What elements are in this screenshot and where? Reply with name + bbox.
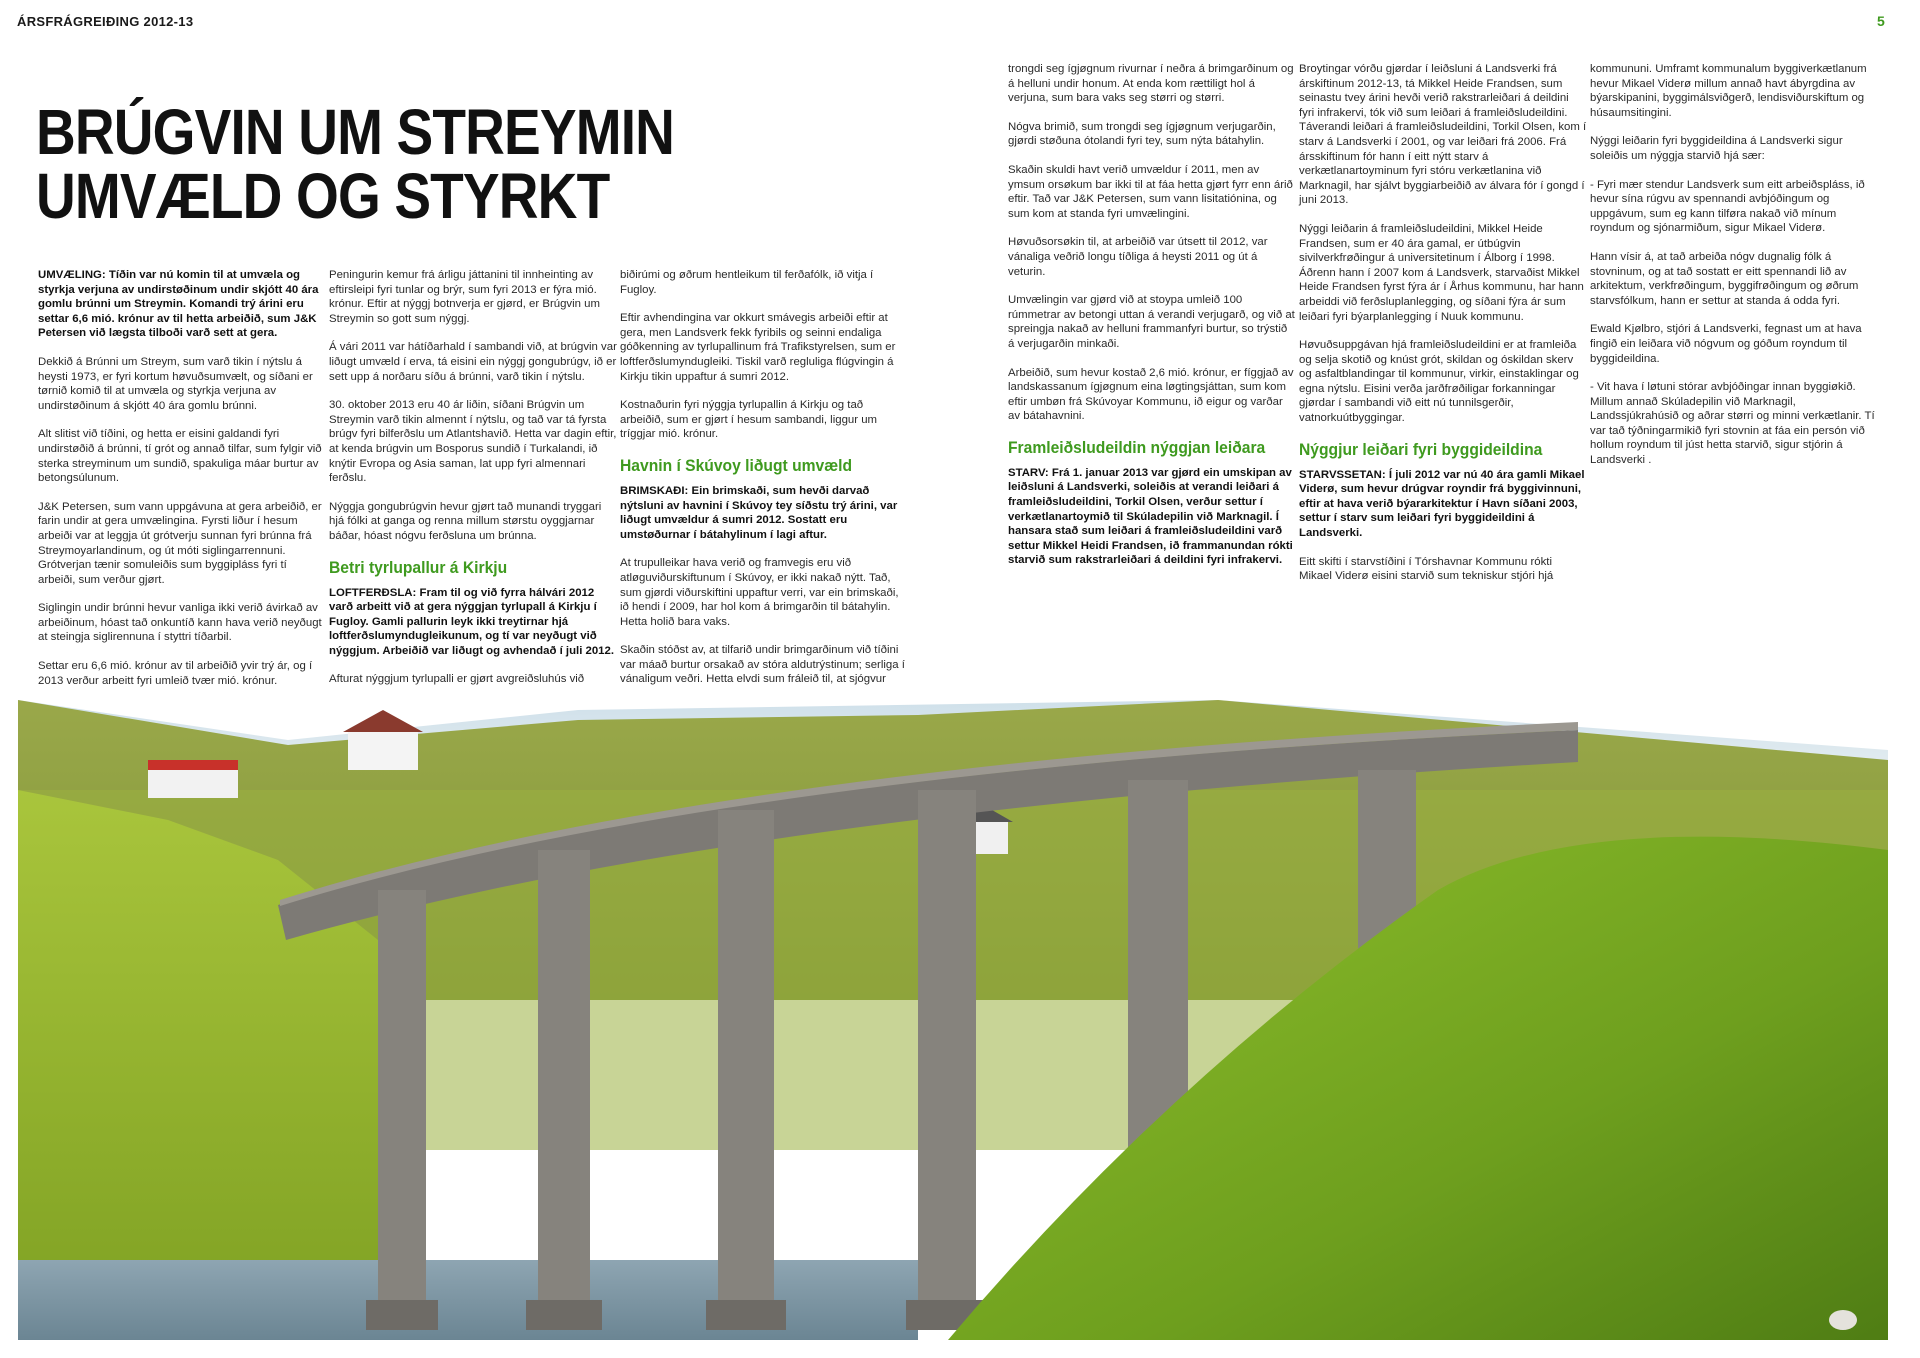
bridge-photo: [18, 700, 1888, 1340]
body-paragraph: Umvælingin var gjørd við at stoypa umleið 100 rúmmetrar av betongi uttan á verandi verjugarð, og við at spreingja nakað av helluni frammanfyri burtur, so trýstið á verjugarðin minkaði.: [1008, 294, 1295, 350]
report-title: ÁRSFRÁGREIÐING 2012-13: [17, 14, 194, 29]
body-paragraph: Afturat nýggjum tyrlupalli er gjørt avgreiðsluhús við: [329, 673, 585, 686]
lead-paragraph: STARVSSETAN: Í juli 2012 var nú 40 ára gamli Mikael Viderø, sum hevur drúgvar royndir frá byggivinnuni, eftir at hava verið býararkitektur í Havn síðani 2003, settur í starv sum leiðari fyri byggideildini á Landsverki.: [1299, 468, 1585, 540]
body-paragraph: kommununi. Umframt kommunalum byggiverkætlanum hevur Mikael Viderø millum annað havt ábyrgdina av býarskipanini, byggimálsviðgerð, lendisviðurskiftum og húsaumsitingini.: [1590, 63, 1867, 119]
text-column-4: [1008, 62, 1296, 582]
body-paragraph: Broytingar vórðu gjørdar í leiðsluni á Landsverki frá árskiftinum 2012-13, tá Mikkel Heide Frandsen, sum seinastu tvey árini hevði verið rakstrarleiðari á deildini fyri infrakervi, tók við sum leiðari á framleiðsludeildini. Táverandi leiðari á framleiðsludeildini, Torkil Olsen, kom í starv á Landsverki í 2001, og var leiðari frá 2006. Frá ársskiftinum fór hann í eitt nýtt starv á verkætlanartoyminum fyri stóru verkætlanina við Marknagil, har sjálvt byggiarbeiðið av álvara fór í gongd í juni 2013.: [1299, 63, 1587, 207]
body-paragraph: Eitt skifti í starvstíðini í Tórshavnar Kommunu rókti Mikael Viderø eisini starvið sum tekniskur stjóri hjá: [1299, 555, 1554, 583]
section-heading: Betri tyrlupallur á Kirkju: [329, 557, 508, 577]
section-heading: Havnin í Skúvoy liðugt umvæld: [620, 455, 853, 475]
lead-paragraph: BRIMSKAÐI: Ein brimskaði, sum hevði darvað nýtsluni av havnini í Skúvoy tey síðstu trý árini, var liðugt umvældur á sumri 2012. Sostatt eru umstøðurnar í bátahylinum í lagi aftur.: [620, 484, 898, 541]
body-paragraph: Nýggja gongubrúgvin hevur gjørt tað munandi tryggari hjá fólki at ganga og renna millum størstu oyggjarnar báðar, hóast nógvu ferðsluna um brúnna.: [329, 500, 602, 542]
body-paragraph: Høvuðsuppgávan hjá framleiðsludeildini er at framleiða og selja skotið og knúst grót, skildan og óskildan skerv og asfaltblandingar til kommunur, virkir, einstaklingar og egna nýtslu. Eisini verða jarðfrøðiligar forkanningar gjørdar í sambandi við eitt nú tunnilsgerðir, vatnorkuútbyggingar.: [1299, 339, 1579, 425]
body-paragraph: 30. oktober 2013 eru 40 ár liðin, síðani Brúgvin um Streymin varð tikin almennt í nýtslu, og tað var tá fyrsta brúgv fyri bilferðslu um Atlantshavið. Hetta var dagin eftir, at kenda brúgvin um Bosporus sundið í Turkalandi, ið knýtir Evropa og Asia saman, lat upp fyri almennari ferðslu.: [329, 399, 617, 485]
body-paragraph: Skaðin skuldi havt verið umvældur í 2011, men av ymsum orsøkum bar ikki til at fáa hetta gjørt fyrr enn árið eftir. Tað var J&K Petersen, sum vann lisitatiónina, og sum kom at standa fyri umvælingini.: [1008, 163, 1293, 220]
headline-line-2: UMVÆLD OG STYRKT: [36, 160, 610, 232]
body-paragraph: - Fyri mær stendur Landsverk sum eitt arbeiðspláss, ið hevur sína rúgvu av spennandi avbjóðingum og uppgávum, sum eg kann tilføra nakað við mínum royndum og sjónarmiðum, sigur Mikael Viderø.: [1590, 178, 1865, 235]
section-heading: Nýggjur leiðari fyri byggideildina: [1299, 439, 1543, 459]
body-paragraph: Arbeiðið, sum hevur kostað 2,6 mió. krónur, er fíggjað av landskassanum ígjøgnum eina løgtingsjáttan, sum kom eftir umbøn frá Skúvoyar Kommunu, ið eigur og varðar av bátahavnini.: [1008, 366, 1294, 423]
headline: [36, 96, 675, 232]
lead-paragraph: UMVÆLING: Tíðin var nú komin til at umvæla og styrkja verjuna av undirstøðinum undir skjótt 40 ára gomlu brúnni um Streymin. Komandi trý árini eru settar 6,6 mió. krónur av til hetta arbeiðið, sum J&K Petersen við lægsta tilboði varð sett at gera.: [38, 269, 319, 340]
text-column-6: [1590, 62, 1878, 482]
body-paragraph: Nýggi leiðarin fyri byggideildina á Landsverki sigur soleiðis um nýggja starvið hjá sær:: [1590, 135, 1843, 162]
text-column-2: [329, 268, 617, 701]
text-column-5: [1299, 62, 1587, 598]
body-paragraph: Eftir avhendingina var okkurt smávegis arbeiði eftir at gera, men Landsverk fekk fyribils og seinni endaliga góðkenning av tyrlupallinum frá Trafikstyrelsen, sum er loftferðslumyndugleiki. Tiskil varð regluliga flúgvingin á Kirkju tikin uppaftur á sumri 2012.: [620, 312, 896, 383]
body-paragraph: Siglingin undir brúnni hevur vanliga ikki verið ávirkað av arbeiðinum, hóast tað onkuntíð kann hava verið neyðugt at steingja siglirennuna í styttri tíðarbil.: [38, 602, 322, 644]
body-paragraph: Skaðin stóðst av, at tilfarið undir brimgarðinum við tíðini var máað burtur orsakað av stóra aldutrýstinum; serliga í vánaligum veðri. Hetta elvdi sum fráleið til, at sjógvur: [620, 644, 905, 686]
body-paragraph: Nógva brimið, sum trongdi seg ígjøgnum verjugarðin, gjørdi støðuna ótolandi fyri tey, sum nýta bátahylin.: [1008, 120, 1276, 148]
body-paragraph: - Vit hava í løtuni stórar avbjóðingar innan byggiøkið. Millum annað Skúladepilin við Marknagil, Landssjúkrahúsið og aðrar størri og minni verkætlanir. Tí var tað týðningarmikið fyri stovnin at fáa ein persón við hollum royndum til júst hetta starvið, sigur stjórin á Landsverki .: [1590, 381, 1875, 467]
body-paragraph: Dekkið á Brúnni um Streym, sum varð tikin í nýtslu á heysti 1973, er fyri kortum høvuðsumvælt, og síðani er tørnið komið til at umvæla og styrkja verjuna av undirstøðinum á skjótt 40 ára gomlu brúnni.: [38, 355, 313, 412]
sheep: [1829, 1310, 1857, 1330]
body-paragraph: Á vári 2011 var hátíðarhald í sambandi við, at brúgvin var liðugt umvæld í erva, tá eisini ein nýggj gongubrúgv, ið er sett upp á norðaru síðu á brúnni, varð tikin í nýtslu.: [329, 341, 617, 383]
text-column-1: [38, 268, 326, 702]
body-paragraph: J&K Petersen, sum vann uppgávuna at gera arbeiðið, er farin undir at gera umvælingina. Fyrsti liður í hesum arbeiði var at leggja út grótverju sunnan fyri brúnna frá Streymoyarlandinum, og út móti siglingarrennuni. Grótverjan tænir somuleiðis sum byggipláss fyri tí arbeiði, sum verður gjørt.: [38, 500, 322, 586]
body-paragraph: Settar eru 6,6 mió. krónur av til arbeiðið yvir trý ár, og í 2013 verður arbeitt fyri umleið tvær mió. krónur.: [38, 660, 313, 687]
body-paragraph: Kostnaðurin fyri nýggja tyrlupallin á Kirkju og tað arbeiðið, sum er gjørt í hesum sambandi, liggur um tríggjar mió. krónur.: [620, 399, 878, 441]
body-paragraph: Alt slitist við tíðini, og hetta er eisini galdandi fyri undirstøðið á brúnni, tí grót og annað tilfar, sum fylgir við sterka streyminum um sundið, spakuliga máar burtur av betongsúlunum.: [38, 428, 322, 485]
body-paragraph: Ewald Kjølbro, stjóri á Landsverki, fegnast um at hava fingið ein leiðara við nógvum og góðum royndum til byggideildina.: [1590, 323, 1862, 365]
lead-paragraph: LOFTFERÐSLA: Fram til og við fyrra hálvári 2012 varð arbeitt við at gera nýggjan tyrlupall á Kirkju í Fugloy. Gamli pallurin leyk ikki treytirnar hjá loftferðslumyndugleikunum, og tí var neyðugt við nýggjum. Arbeiðið var liðugt og avhendað í juli 2012.: [329, 586, 615, 657]
headline-line-1: BRÚGVIN UM STREYMIN: [36, 96, 675, 168]
body-paragraph: Nýggi leiðarin á framleiðsludeildini, Mikkel Heide Frandsen, sum er 40 ára gamal, er útbúgvin sivilverkfrøðingur á universitetinum í Álborg í 1998. Áðrenn hann í 2007 kom á Landsverk, starvaðist Mikkel Heide Frandsen fyrst fýra ár í Århus kommunu, har hann arbeiddi við ferðsluplanlegging, og síðani fýra ár sum leiðari fyri býarplanlegging í Nuuk kommunu.: [1299, 222, 1584, 323]
body-paragraph: Høvuðsorsøkin til, at arbeiðið var útsett til 2012, var vánaliga veðrið longu tíðliga á heysti 2011 og út á veturin.: [1008, 236, 1268, 278]
page-number: 5: [1877, 13, 1885, 29]
body-paragraph: biðirúmi og øðrum hentleikum til ferðafólk, ið vitja í Fugloy.: [620, 269, 874, 296]
body-paragraph: Hann vísir á, at tað arbeiða nógv dugnalig fólk á stovninum, og at tað sostatt er eitt spennandi lið av arkitektum, verkfrøðingum, byggifrøðingum og øðrum starvsfólkum, hann er settur at standa á odda fyri.: [1590, 250, 1859, 307]
text-column-3: [620, 268, 908, 701]
lead-paragraph: STARV: Frá 1. januar 2013 var gjørd ein umskipan av leiðsluni á Landsverki, soleiðis at verandi leiðari á framleiðsludeildini, Torkil Olsen, verður settur í verkætlanartoymið til Skúladepilin við Marknagil. Í hansara stað sum leiðari á framleiðsludeildini varð settur Mikkel Heidi Frandsen, ið frammanundan rókti starvið sum rakstrarleiðari á deildini fyri infrakervi.: [1008, 466, 1293, 567]
body-paragraph: Peningurin kemur frá árligu játtanini til innheinting av eftirsleipi fyri tunlar og brýr, sum fyri 2013 er fýra mió. krónur. Eftir at nýggj botnverja er gjørd, er Brúgvin um Streymin so gott sum nýggj.: [329, 269, 600, 325]
body-paragraph: trongdi seg ígjøgnum rivurnar í neðra á brimgarðinum og á helluni undir honum. At enda kom rættiligt hol á verjuna, sum bara vaks seg størri og størri.: [1008, 63, 1294, 105]
body-paragraph: At trupulleikar hava verið og framvegis eru við atløguviðurskiftunum í Skúvoy, er ikki nakað nýtt. Tað, sum gjørdi viðurskiftini uppaftur verri, var ein brimskaði, ið hendi í 2009, har hol kom á brimgarðin til bátahylin. Hetta holið bara vaks.: [620, 557, 899, 628]
section-heading: Framleiðsludeildin nýggjan leiðara: [1008, 437, 1266, 457]
